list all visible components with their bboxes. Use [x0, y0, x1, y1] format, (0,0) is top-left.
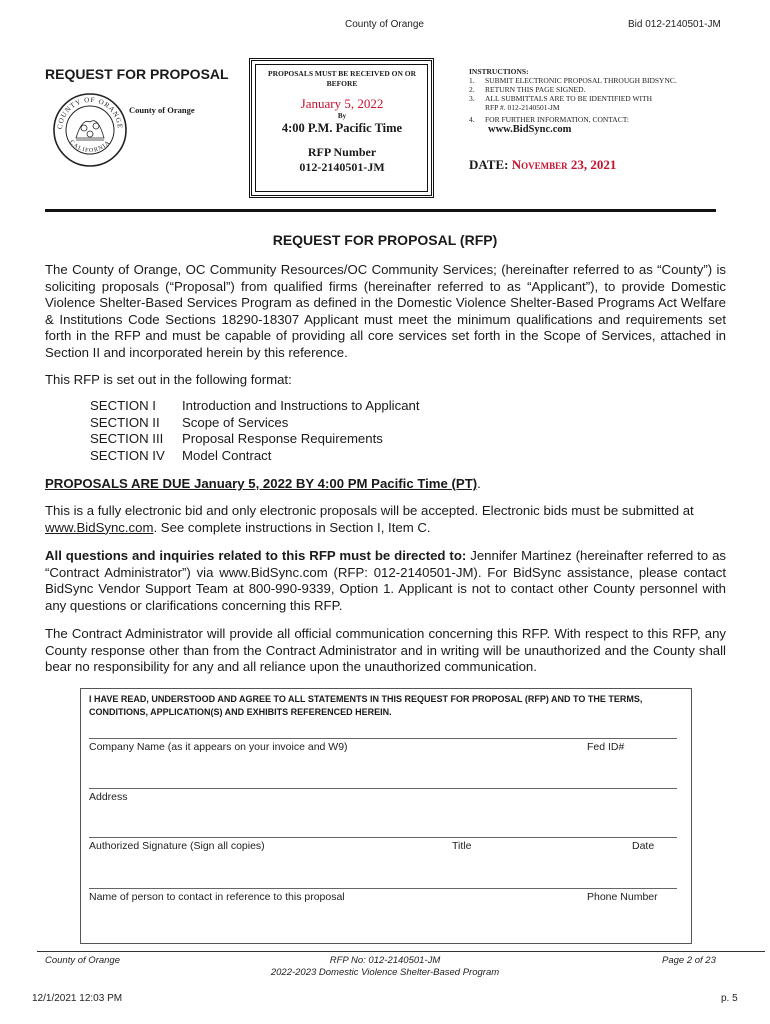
instruction-item: 1. SUBMIT ELECTRONIC PROPOSAL THROUGH BIDSYNC. [469, 76, 677, 85]
header-divider [45, 209, 716, 212]
footer-left: County of Orange [45, 955, 120, 966]
issue-date-label: DATE: [469, 157, 509, 172]
title-label: Title [452, 840, 472, 852]
electronic-bid-paragraph: This is a fully electronic bid and only electronic proposals will be accepted. Electronic bids must be submitted at www.BidSync.com. See complete instructions in Section I, Item C. [45, 503, 694, 535]
intro-paragraph: The County of Orange, OC Community Resources/OC Community Services; (hereinafter referred to as “County”) is soliciting proposals (“Proposal”) from qualified firms (hereinafter referred to as “Applicant”), to provide Domestic Violence Shelter-Based Services Program as defined in the Domestic Violence Shelter-Based Programs Act Welfare & Institutions Code Sections 18290-18307 Applicant must meet the minimum qualifications and requirements set forth in the RFP and must be capable of providing all core services set forth in the Scope of Services, attached in Section II and incorporated herein by this reference. [45, 262, 726, 360]
instructions [469, 67, 729, 124]
deadline-box [249, 58, 434, 198]
rfp-number: 012-2140501-JM [299, 160, 385, 174]
print-page-number: p. 5 [721, 993, 738, 1004]
footer-rfp-number: RFP No: 012-2140501-JM [329, 955, 441, 966]
acknowledgement-box [80, 688, 692, 944]
seal-label: County of Orange [129, 105, 195, 115]
instructions-heading: INSTRUCTIONS: [469, 67, 529, 76]
date-label: Date [632, 840, 655, 852]
issue-date-value: November 23, 2021 [511, 157, 617, 172]
section-list [90, 398, 420, 464]
instruction-item: 4. FOR FURTHER INFORMATION, CONTACT: [469, 115, 630, 124]
address-label: Address [89, 791, 128, 803]
list-item: SECTION IV Model Contract [90, 447, 272, 463]
contact-site: www.BidSync.com [488, 124, 572, 135]
company-line[interactable] [89, 738, 677, 739]
acknowledgement-statement: I HAVE READ, UNDERSTOOD AND AGREE TO ALL STATEMENTS IN THIS REQUEST FOR PROPOSAL (RFP) AND TO THE TERMS, CONDITIONS, APPLICATION(S) AND EXHIBITS REFERENCED HEREIN. [89, 694, 643, 717]
instruction-item: 3. ALL SUBMITTALS ARE TO BE IDENTIFIED WITH RFP #. 012-2140501-JM [469, 94, 653, 112]
deadline-date: January 5, 2022 [300, 96, 384, 111]
footer-page: Page 2 of 23 [662, 955, 716, 966]
list-item: SECTION III Proposal Response Requirements [90, 431, 383, 446]
contact-line[interactable] [89, 888, 677, 889]
admin-paragraph: The Contract Administrator will provide all official communication concerning this RFP. With respect to this RFP, any County response other than from the Contract Administrator and in writing will be unauthorized and the County shall bear no responsibility for any and all reliance upon the unauthorized communication. [45, 626, 726, 674]
deadline-by: By [337, 112, 347, 120]
seal-text-top: COUNTY OF ORANGE [55, 95, 125, 130]
issue-date [469, 157, 616, 173]
rfp-heading: REQUEST FOR PROPOSAL [45, 66, 229, 82]
footer-divider [37, 951, 765, 952]
due-line: PROPOSALS ARE DUE January 5, 2022 BY 4:00 PM Pacific Time (PT). [45, 476, 481, 491]
signature-line[interactable] [89, 837, 677, 838]
footer-program: 2022-2023 Domestic Violence Shelter-Based Program [270, 967, 500, 978]
list-item: SECTION I Introduction and Instructions to Applicant [90, 398, 420, 413]
header-bid-number: Bid 012-2140501-JM [628, 19, 721, 30]
bidsync-link[interactable]: www.BidSync.com [45, 519, 154, 535]
address-line[interactable] [89, 788, 677, 789]
deadline-time: 4:00 P.M. Pacific Time [281, 121, 403, 135]
contact-person-label: Name of person to contact in reference to this proposal [89, 891, 345, 903]
signature-label: Authorized Signature (Sign all copies) [89, 840, 265, 852]
phone-number-label: Phone Number [587, 891, 658, 903]
questions-paragraph: All questions and inquiries related to this RFP must be directed to: Jennifer Martinez (hereinafter referred to as “Contract Administrator”) via www.BidSync.com (RFP: 012-2140501-JM). For BidSync assistance, please contact BidSync Vendor Support Team at 800-990-9339, Option 1. Applicant is not to contact other County personnel with any questions or clarifications concerning this RFP. [45, 548, 726, 613]
svg-text:CALIFORNIA [68, 140, 112, 155]
header-county: County of Orange [345, 19, 424, 30]
county-seal [52, 92, 128, 168]
rfp-number-label: RFP Number [307, 145, 377, 159]
instruction-item: 2. RETURN THIS PAGE SIGNED. [469, 85, 586, 94]
format-line: This RFP is set out in the following format: [45, 372, 292, 387]
print-timestamp: 12/1/2021 12:03 PM [32, 993, 123, 1004]
seal-text-bottom: CALIFORNIA [68, 139, 112, 155]
deadline-heading: PROPOSALS MUST BE RECEIVED ON OR BEFORE [267, 69, 416, 88]
list-item: SECTION II Scope of Services [90, 414, 289, 430]
page-title: REQUEST FOR PROPOSAL (RFP) [272, 232, 498, 248]
company-name-label: Company Name (as it appears on your invoice and W9) [89, 741, 348, 753]
fed-id-label: Fed ID# [587, 741, 625, 753]
